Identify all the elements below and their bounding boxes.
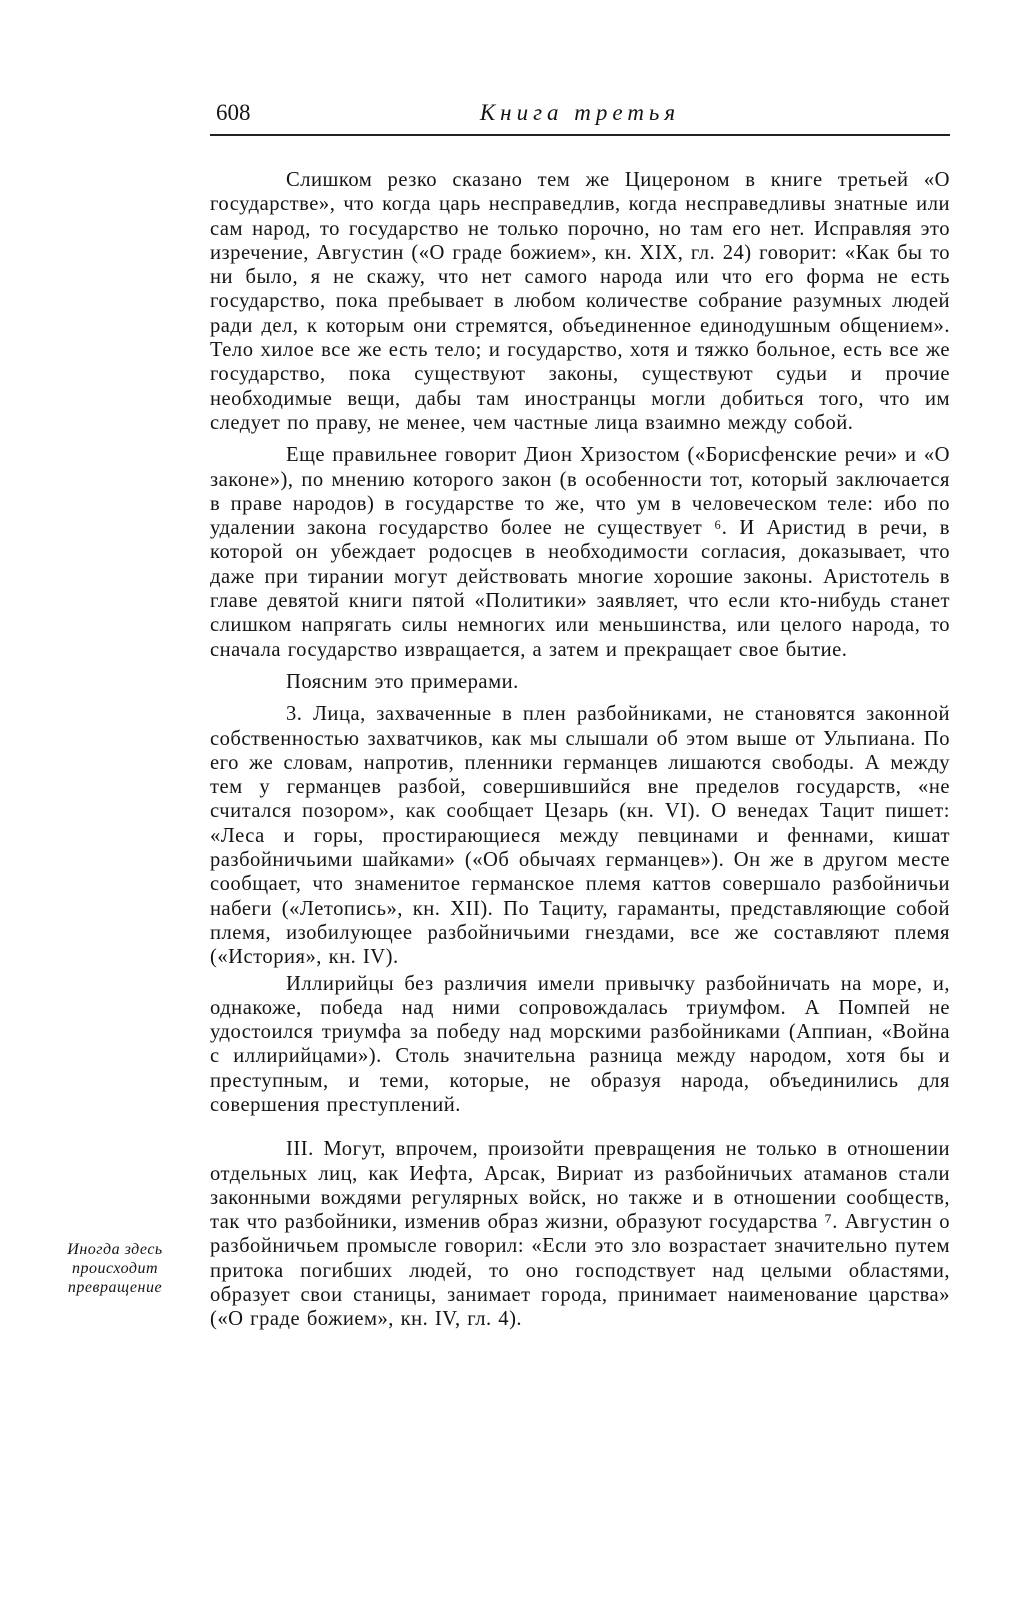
page-number: 608 xyxy=(216,100,251,125)
paragraph: Слишком резко сказано тем же Цицероном в книге третьей «О государстве», что когда царь несправедлив, когда несправедливы знатные или сам народ, то государство не только порочно, но там его нет. Исправляя это изречение, Августин («О граде божием», кн. XIX, гл. 24) говорит: «Как бы то ни было, я не скажу, что нет самого народа или что его форма не есть государство, пока пребывает в любом количестве собрание разумных людей ради дел, к которым они стремятся, объединенное единодушным общением». Тело хилое все же есть тело; и государство, хотя и тяжко больное, есть все же государство, пока существуют законы, существуют судьи и прочие необходимые вещи, дабы там иностранцы могли добиться того, что им следует по праву, не менее, чем частные лица взаимно между собой. xyxy=(210,169,950,434)
paragraph: III. Могут, впрочем, произойти превращения не только в отношении отдельных лиц, как Иефта, Арсак, Вириат из разбойничьих атаманов стали законными вождями регулярных войск, но также и в отношении сообществ, так что разбойники, изменив образ жизни, образуют государства ⁷. Августин о разбойничьем промысле говорил: «Если это зло возрастает значительно путем притока погибших людей, то оно господствует над целыми областями, образует свои станицы, занимает города, принимает наименование царства» («О граде божием», кн. IV, гл. 4). xyxy=(210,1138,950,1331)
paragraph: Иллирийцы без различия имели привычку разбойничать на море, и, однакоже, победа над ними сопровождалась триумфом. А Помпей не удостоился триумфа за победу над морскими разбойниками (Аппиан, «Война с иллирийцами»). Столь значительна разница между народом, хотя бы и преступным, и теми, которые, не образуя народа, объединились для совершения преступлений. xyxy=(210,972,950,1116)
margin-note: Иногда здесь происходит превращение xyxy=(67,1241,163,1296)
running-title: Книга третья xyxy=(479,100,681,125)
paragraph: Еще правильнее говорит Дион Хризостом («Борисфенские речи» и «О законе»), по мнению которого закон (в особенности тот, который заключается в праве народов) в государстве то же, что ум в человеческом теле: ибо по удалении закона государство более не существует ⁶. И Аристид в речи, в которой он убеждает родосцев в необходимости согласия, доказывает, что даже при тирании могут действовать многие хорошие законы. Аристотель в главе девятой книги пятой «Политики» заявляет, что если кто-нибудь станет слишком напрягать силы немногих или меньшинства, или целого народа, то сначала государство извращается, а затем и прекращает свое бытие. xyxy=(210,444,950,661)
paragraph: Поясним это примерами. xyxy=(286,670,519,693)
running-header xyxy=(210,98,950,136)
main-text xyxy=(210,168,950,1332)
paragraph: 3. Лица, захваченные в плен разбойниками, не становятся законной собственностью захватчиков, как мы слышали об этом выше от Ульпиана. По его же словам, напротив, пленники германцев лишаются свободы. А между тем у германцев разбой, совершившийся вне пределов государств, «не считался позором», как сообщает Цезарь (кн. VI). О венедах Тацит пишет: «Леса и горы, простирающиеся между певцинами и феннами, кишат разбойничьими шайками» («Об обычаях германцев»). Он же в другом месте сообщает, что знаменитое германское племя каттов совершало разбойничьи набеги («Летопись», кн. XII). По Тациту, гараманты, представляющие собой племя, изобилующее разбойничьими гнездами, все же составляют племя («История», кн. IV). xyxy=(210,703,950,969)
